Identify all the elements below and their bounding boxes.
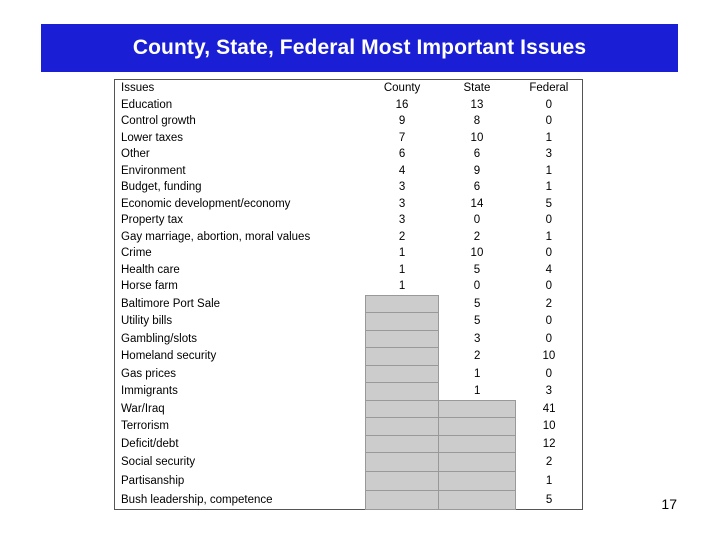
page-number: 17 (661, 496, 677, 512)
federal-cell: 10 (542, 420, 556, 432)
federal-cell: 2 (545, 297, 553, 310)
issue-cell: Bush leadership, competence (121, 493, 273, 506)
table-row (115, 348, 583, 366)
table-row (115, 179, 583, 196)
federal-cell: 0 (545, 332, 553, 345)
issues-table (114, 79, 583, 510)
table-row (115, 472, 583, 491)
federal-cell: 0 (545, 214, 553, 226)
state-cell: 2 (473, 230, 481, 243)
table-header-row (115, 80, 583, 97)
county-cell (366, 313, 438, 331)
table-row (115, 491, 583, 510)
table-row (115, 97, 583, 114)
county-cell: 7 (398, 131, 406, 144)
table-row (115, 163, 583, 180)
issue-cell: Gay marriage, abortion, moral values (121, 230, 311, 243)
federal-cell: 41 (542, 402, 556, 415)
federal-cell: 1 (545, 164, 553, 177)
issue-cell: Deficit/debt (121, 437, 179, 450)
county-cell (366, 400, 438, 418)
state-cell: 14 (470, 197, 484, 210)
header-county: County (383, 82, 421, 94)
state-cell: 3 (474, 332, 481, 345)
state-cell: 0 (473, 214, 481, 226)
issue-cell: Environment (121, 164, 186, 177)
county-cell (366, 330, 438, 348)
state-cell: 10 (470, 247, 484, 259)
header-issues: Issues (121, 82, 155, 94)
state-cell (438, 435, 516, 453)
federal-cell: 1 (545, 230, 553, 243)
issues-table-body (115, 97, 583, 510)
federal-cell: 1 (545, 131, 553, 144)
issue-cell: Budget, funding (121, 181, 202, 193)
issue-cell: Education (121, 98, 173, 111)
issue-cell: Baltimore Port Sale (121, 297, 221, 310)
state-cell (438, 491, 516, 510)
table-row (115, 313, 583, 331)
federal-cell: 2 (545, 456, 553, 468)
federal-cell: 1 (545, 475, 553, 487)
issue-cell: Economic development/economy (121, 197, 291, 210)
county-cell (366, 383, 438, 401)
county-cell (366, 435, 438, 453)
table-row (115, 262, 583, 279)
table-row (115, 365, 583, 383)
state-cell (438, 418, 516, 436)
state-cell (438, 453, 516, 472)
state-cell: 2 (474, 350, 481, 362)
issue-cell: Lower taxes (121, 131, 184, 144)
county-cell (366, 418, 438, 436)
table-row (115, 196, 583, 213)
issue-cell: Gas prices (121, 367, 176, 380)
federal-cell: 5 (545, 197, 553, 210)
issue-cell: Homeland security (121, 350, 217, 362)
county-cell (366, 365, 438, 383)
table-row (115, 400, 583, 418)
county-cell: 1 (398, 280, 406, 292)
county-cell (366, 453, 438, 472)
state-cell: 8 (473, 115, 481, 127)
issue-cell: Health care (121, 263, 180, 276)
issue-cell: Terrorism (121, 420, 169, 432)
county-cell (366, 295, 438, 313)
federal-cell: 0 (545, 115, 553, 127)
table-row (115, 146, 583, 163)
county-cell: 6 (398, 148, 406, 160)
federal-cell: 4 (545, 263, 553, 276)
table-row (115, 418, 583, 436)
issue-cell: Horse farm (121, 280, 178, 293)
federal-cell: 12 (542, 437, 556, 450)
federal-cell: 0 (545, 367, 553, 380)
table-row (115, 229, 583, 246)
state-cell: 6 (473, 181, 481, 193)
county-cell: 3 (398, 197, 406, 210)
state-cell (438, 400, 516, 418)
county-cell: 3 (398, 214, 406, 226)
issue-cell: Immigrants (121, 385, 178, 397)
state-cell (438, 472, 516, 491)
issue-cell: Crime (121, 247, 152, 259)
federal-cell: 3 (545, 148, 553, 160)
county-cell: 4 (398, 164, 406, 177)
state-cell: 5 (474, 315, 481, 327)
state-cell: 10 (470, 131, 484, 144)
table-row (115, 130, 583, 147)
table-row (115, 330, 583, 348)
issue-cell: Social security (121, 456, 196, 468)
county-cell (366, 472, 438, 491)
county-cell: 9 (398, 115, 406, 127)
state-cell: 5 (474, 297, 481, 310)
table-row (115, 113, 583, 130)
federal-cell: 5 (545, 493, 553, 506)
issue-cell: Other (121, 148, 150, 160)
federal-cell: 10 (542, 350, 556, 362)
state-cell: 0 (473, 280, 481, 293)
issue-cell: Property tax (121, 214, 183, 226)
table-row (115, 435, 583, 453)
slide-title-bar (41, 24, 678, 72)
state-cell: 1 (474, 367, 481, 380)
table-row (115, 295, 583, 313)
state-cell: 9 (473, 164, 481, 177)
county-cell: 3 (398, 181, 406, 193)
county-cell: 16 (395, 98, 409, 111)
state-cell: 5 (473, 263, 481, 276)
federal-cell: 0 (545, 98, 553, 111)
county-cell: 1 (398, 247, 406, 259)
state-cell: 6 (473, 148, 481, 160)
county-cell (366, 491, 438, 510)
issue-cell: Partisanship (121, 475, 185, 487)
slide-title: County, State, Federal Most Important Issues (132, 36, 587, 59)
state-cell: 1 (474, 384, 481, 397)
issue-cell: War/Iraq (121, 402, 165, 415)
issue-cell: Control growth (121, 115, 196, 127)
state-cell: 13 (470, 98, 484, 111)
federal-cell: 0 (545, 315, 553, 327)
table-row (115, 245, 583, 262)
table-row (115, 453, 583, 472)
federal-cell: 1 (545, 181, 553, 193)
issue-cell: Utility bills (121, 315, 173, 327)
table-row (115, 212, 583, 229)
federal-cell: 3 (545, 385, 553, 397)
table-row (115, 383, 583, 401)
header-state: State (463, 82, 491, 94)
county-cell (366, 348, 438, 366)
county-cell: 1 (398, 263, 406, 276)
issue-cell: Gambling/slots (121, 332, 198, 345)
header-federal: Federal (529, 82, 569, 94)
table-row (115, 278, 583, 295)
county-cell: 2 (398, 230, 406, 243)
federal-cell: 0 (545, 280, 553, 293)
federal-cell: 0 (545, 247, 553, 259)
